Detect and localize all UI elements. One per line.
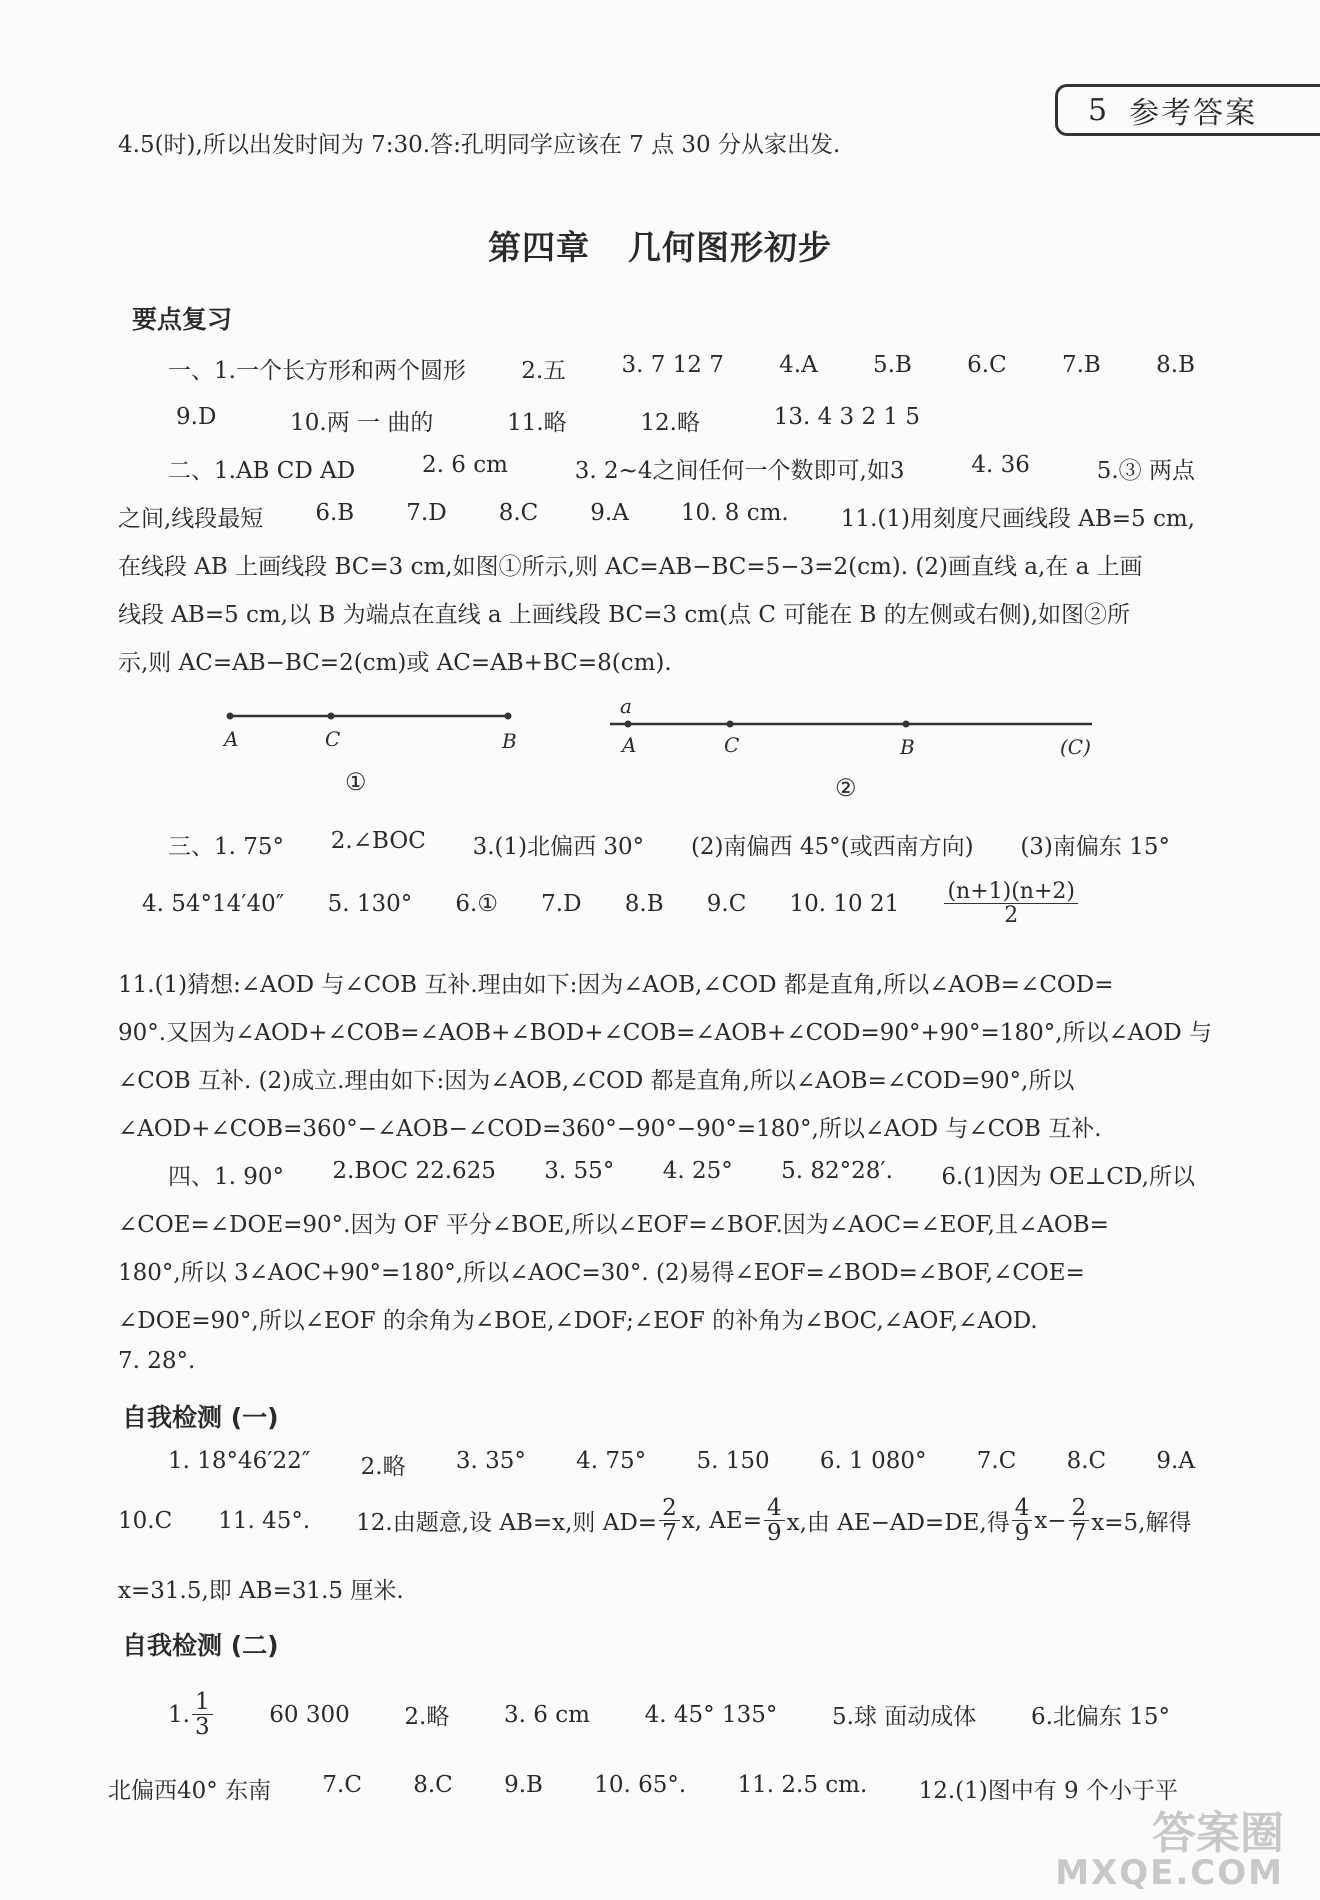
watermark-url: MXQE.COM — [1055, 1853, 1284, 1893]
answer: 三、1. 75° — [168, 834, 285, 860]
fraction-denominator: 7 — [1071, 1520, 1087, 1547]
section-heading-self-test-1: 自我检测 (一) — [122, 1403, 279, 1432]
answer: 2. 6 cm — [422, 452, 508, 478]
top-line: 4.5(时),所以出发时间为 7:30.答:孔明同学应该在 7 点 30 分从家出发. — [118, 132, 841, 158]
answer: 4. 36 — [971, 452, 1030, 478]
fraction — [1012, 1496, 1033, 1545]
fig2-label-line: a — [620, 694, 632, 718]
self-test-1-row1 — [168, 1448, 1195, 1481]
review-part3-q11-line3: ∠COB 互补. (2)成立.理由如下:因为∠AOB,∠COD 都是直角,所以∠AOB=∠COD=90°,所以 — [118, 1068, 1075, 1094]
answer: 8.C — [413, 1772, 453, 1798]
answer: 3. 6 cm — [504, 1701, 590, 1728]
answer: 5. 130° — [327, 890, 413, 917]
fraction-denominator: 7 — [662, 1520, 677, 1547]
self-test-1-row2 — [118, 1496, 1195, 1545]
answer: 5.球 面动成体 — [832, 1704, 977, 1731]
review-part4-line5: 7. 28°. — [118, 1348, 196, 1374]
review-part2-row4: 线段 AB=5 cm,以 B 为端点在直线 a 上画线段 BC=3 cm(点 C 可能在 B 的左侧或右侧),如图②所 — [118, 602, 1131, 628]
answer: 10. 8 cm. — [680, 500, 789, 526]
chapter-number: 第四章 — [488, 228, 590, 267]
fig2-label-a: A — [622, 733, 637, 757]
section-heading-review: 要点复习 — [132, 305, 233, 334]
review-part3-q11-line2: 90°.又因为∠AOD+∠COB=∠AOB+∠BOD+∠COB=∠AOB+∠COD=90°+90°=180°,所以∠AOD 与 — [118, 1020, 1213, 1046]
fraction-numerator: 2 — [1069, 1496, 1090, 1521]
answer: 12.略 — [640, 410, 700, 436]
fraction-denominator: 2 — [1004, 903, 1019, 929]
watermark-logo-text: 答案圈 — [1152, 1808, 1284, 1859]
fig2-label-c: C — [724, 733, 740, 757]
answer: x,由 AE−AD=DE,得 — [786, 1510, 1010, 1537]
answer: 8.C — [498, 500, 539, 526]
fraction — [659, 1496, 680, 1545]
fraction-numerator: 4 — [764, 1496, 785, 1521]
answer: 5. 150 — [696, 1448, 770, 1474]
answer: 5. 82°28′. — [781, 1158, 893, 1184]
answer: 3.(1)北偏西 30° — [472, 834, 645, 860]
answer: 7.D — [541, 890, 582, 917]
answer: 7.D — [406, 500, 447, 526]
answer: 8.B — [1156, 352, 1195, 378]
answer: 2.BOC 22.625 — [332, 1158, 496, 1184]
answer: 11.(1)用刻度尺画线段 AB=5 cm, — [840, 506, 1195, 532]
review-part3-q11-line1: 11.(1)猜想:∠AOD 与∠COB 互补.理由如下:因为∠AOB,∠COD 都是直角,所以∠AOB=∠COD= — [118, 972, 1114, 998]
answer: 6.① — [455, 890, 498, 917]
answer: 9.B — [504, 1772, 543, 1798]
fraction — [192, 1690, 213, 1739]
review-part3-row2 — [142, 880, 1080, 927]
fraction-answer — [944, 880, 1078, 927]
answer: 9.A — [1156, 1448, 1195, 1474]
fig1-label-c: C — [325, 727, 341, 751]
fig2-point-a — [625, 721, 632, 728]
answer: 北偏西40° 东南 — [108, 1778, 272, 1804]
answer: 之间,线段最短 — [118, 506, 264, 532]
figure-1 — [222, 713, 517, 797]
answer: 11. 2.5 cm. — [737, 1772, 868, 1798]
answer: x, AE= — [681, 1507, 762, 1534]
answer: 3. 35° — [455, 1448, 526, 1474]
review-part2-row3: 在线段 AB 上画线段 BC=3 cm,如图①所示,则 AC=AB−BC=5−3=2(cm). (2)画直线 a,在 a 上画 — [118, 554, 1143, 580]
fig1-caption: ① — [345, 768, 367, 796]
chapter-name: 几何图形初步 — [628, 228, 832, 267]
fig1-point-b — [505, 713, 512, 720]
answer: 1. — [168, 1701, 190, 1728]
answer: 7.C — [976, 1448, 1017, 1474]
answer: 13. 4 3 2 1 5 — [773, 404, 920, 430]
answer: 6.C — [967, 352, 1007, 378]
self-test-2-row1 — [168, 1690, 1170, 1739]
answer: 7.B — [1061, 352, 1101, 378]
fig2-caption: ② — [835, 774, 857, 802]
review-part3-q11-line4: ∠AOD+∠COB=360°−∠AOB−∠COD=360°−90°−90°=180°,所以∠AOD 与∠COB 互补. — [118, 1116, 1102, 1142]
answer: 3. 55° — [544, 1158, 615, 1184]
answer: 10.两 一 曲的 — [290, 410, 434, 436]
answer: 10.C — [118, 1507, 173, 1534]
figure-2 — [610, 694, 1092, 802]
review-part4-line4: ∠DOE=90°,所以∠EOF 的余角为∠BOE,∠DOF;∠EOF 的补角为∠BOC,∠AOF,∠AOD. — [118, 1308, 1038, 1334]
review-part3-row1 — [168, 828, 1170, 861]
answer: 9.C — [706, 890, 747, 917]
answer: 7.C — [322, 1772, 362, 1798]
header-title: 参考答案 — [1129, 96, 1258, 131]
answer: 4.A — [779, 352, 818, 378]
fraction-numerator: 1 — [192, 1690, 213, 1715]
answer: 2.略 — [404, 1704, 450, 1731]
watermark — [1055, 1808, 1284, 1893]
answer: 11.略 — [507, 410, 567, 436]
review-part4-line3: 180°,所以 3∠AOC+90°=180°,所以∠AOC=30°. (2)易得∠EOF=∠BOD=∠BOF,∠COE= — [118, 1260, 1085, 1286]
answer: 3. 7 12 7 — [621, 352, 724, 378]
fraction-denominator: 9 — [1014, 1520, 1030, 1547]
answer: 60 300 — [269, 1701, 350, 1728]
answer: 6.B — [315, 500, 355, 526]
fig1-label-a: A — [224, 727, 239, 751]
fig2-point-c — [727, 721, 734, 728]
answer: 10. 65°. — [594, 1772, 687, 1798]
answer: 2.略 — [360, 1454, 406, 1480]
fraction-numerator: 2 — [659, 1496, 680, 1521]
answer: 2.∠BOC — [330, 828, 426, 854]
answer: x=5,解得 — [1091, 1510, 1192, 1537]
review-part4-row1 — [168, 1158, 1195, 1191]
answer: 4. 75° — [576, 1448, 647, 1474]
answer: 12.由题意,设 AB=x,则 AD= — [356, 1510, 658, 1537]
answer: 10. 10 21 — [789, 890, 900, 917]
fraction-denominator: 9 — [766, 1520, 782, 1547]
answer: 8.B — [624, 890, 664, 917]
answer: 4. 54°14′40″ — [142, 890, 285, 917]
fig1-label-b: B — [502, 729, 517, 753]
section-heading-self-test-2: 自我检测 (二) — [122, 1631, 279, 1660]
answer: 一、1.一个长方形和两个圆形 — [168, 358, 466, 384]
answer: 1. 18°46′22″ — [168, 1448, 311, 1474]
answer: 四、1. 90° — [168, 1164, 285, 1190]
fig1-point-a — [227, 713, 234, 720]
answer: 11. 45°. — [218, 1507, 311, 1534]
fig2-label-c-alt: (C) — [1060, 735, 1091, 759]
fig2-point-b — [903, 721, 910, 728]
self-test-2-row2 — [108, 1772, 1178, 1805]
self-test-1-row3: x=31.5,即 AB=31.5 厘米. — [118, 1578, 404, 1604]
answer: 6.(1)因为 OE⊥CD,所以 — [941, 1164, 1195, 1190]
answer: 5.③ 两点 — [1096, 458, 1195, 484]
answer: 8.C — [1066, 1448, 1107, 1474]
review-part4-line2: ∠COE=∠DOE=90°.因为 OF 平分∠BOE,所以∠EOF=∠BOF.因为∠AOC=∠EOF,且∠AOB= — [118, 1212, 1109, 1238]
answer: 3. 2~4之间任何一个数即可,如3 — [574, 458, 905, 484]
answer: 2.五 — [521, 358, 567, 384]
fig1-point-c — [328, 713, 335, 720]
answer: 4. 25° — [662, 1158, 733, 1184]
answer: (3)南偏东 15° — [1020, 834, 1170, 860]
answer: 6.北偏东 15° — [1030, 1704, 1170, 1731]
fraction-numerator: 4 — [1012, 1496, 1033, 1521]
review-part2-row5: 示,则 AC=AB−BC=2(cm)或 AC=AB+BC=8(cm). — [118, 650, 672, 676]
answer-group — [168, 1690, 215, 1739]
fraction-numerator: (n+1)(n+2) — [944, 880, 1078, 904]
answer: 二、1.AB CD AD — [168, 458, 356, 484]
answer: 6. 1 080° — [819, 1448, 927, 1474]
fraction-denominator: 3 — [194, 1714, 210, 1741]
answer: 9.A — [590, 500, 629, 526]
fig2-label-b: B — [900, 735, 915, 759]
answer: 5.B — [873, 352, 912, 378]
answer: (2)南偏西 45°(或西南方向) — [690, 834, 974, 860]
answer: x− — [1034, 1507, 1067, 1534]
answer: 9.D — [176, 404, 217, 430]
answer: 4. 45° 135° — [644, 1701, 778, 1728]
fraction — [1069, 1496, 1090, 1545]
page-number: 5 — [1088, 92, 1108, 128]
fraction — [764, 1496, 785, 1545]
answer: 12.(1)图中有 9 个小于平 — [918, 1778, 1178, 1804]
